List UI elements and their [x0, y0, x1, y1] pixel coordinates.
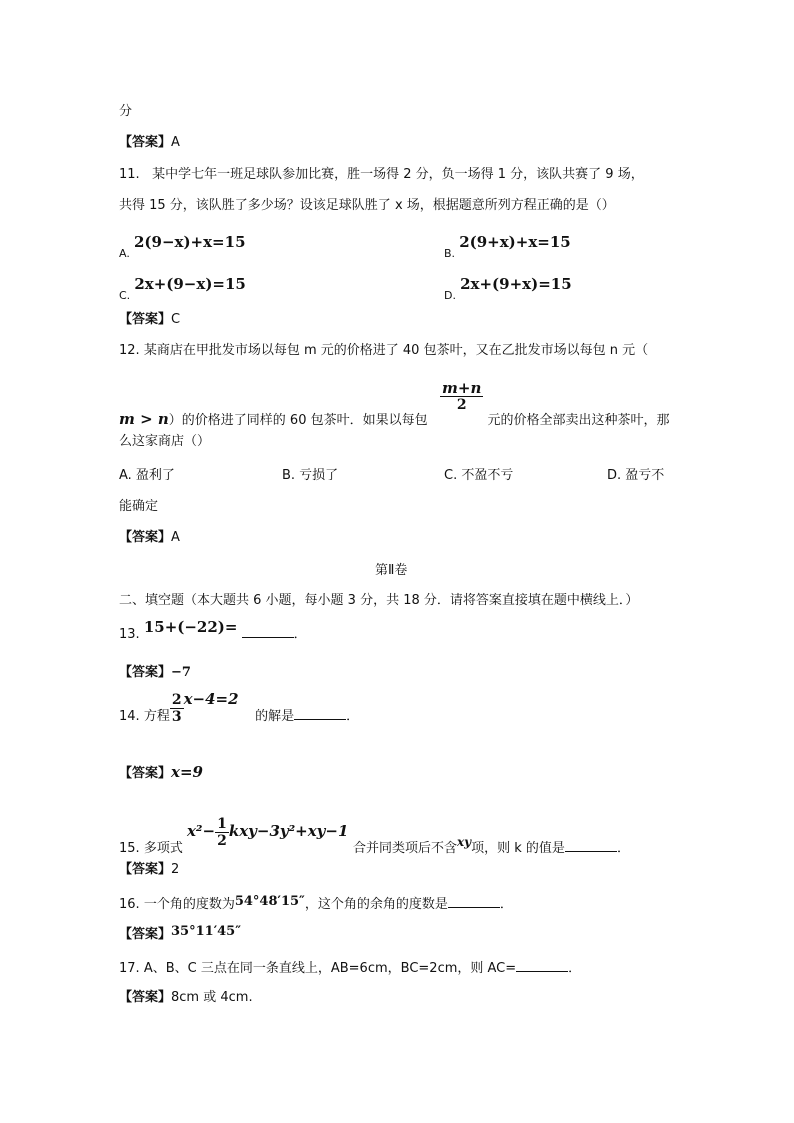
option-expr: 2(9−x)+x=15: [133, 233, 246, 251]
punctuation: ．: [346, 709, 360, 724]
q11-line1: [119, 167, 644, 183]
section-heading: 二、填空题（本大题共 6 小题，每小题 3 分，共 18 分．请将答案直接填在题中横线上．）: [119, 593, 639, 608]
fraction: [215, 816, 229, 849]
option-label: B.: [444, 247, 456, 260]
answer-q14: [119, 764, 203, 782]
denominator: 2: [217, 833, 227, 849]
question-text: 方程: [143, 709, 170, 724]
answer-value: x=9: [171, 763, 203, 781]
math-expr: x−4=2: [183, 690, 239, 708]
q12-option-d-wrap: 能确定: [119, 499, 159, 514]
option-expr: 2(9+x)+x=15: [459, 233, 571, 251]
answer-q16: [119, 924, 242, 943]
fraction: [170, 692, 184, 725]
answer-blank: [242, 625, 294, 638]
q12-option-c: C. 不盈不亏: [444, 468, 514, 483]
option-label: A.: [119, 247, 130, 260]
math-condition: m > n: [119, 410, 169, 428]
answer-q12: [119, 530, 180, 546]
question-text: 合并同类项后不含: [352, 841, 457, 856]
punctuation: ．: [499, 897, 513, 912]
question-text: ，这个角的余角的度数是: [304, 897, 448, 912]
question-number: 13.: [119, 627, 140, 642]
answer-value: −7: [171, 665, 191, 680]
punctuation: ．: [293, 627, 307, 642]
answer-q15: [119, 862, 179, 878]
q11-line2: 共得 15 分，该队胜了多少场？设该足球队胜了 x 场，根据题意所列方程正确的是（）: [119, 198, 615, 213]
answer-q10: [119, 135, 180, 151]
math-angle: 54°48′15″: [234, 894, 305, 909]
math-expr: 15+(−22)=: [143, 618, 238, 636]
question-text: 元的价格全部卖出这种茶叶，那: [487, 413, 670, 428]
q11-option-a: [119, 233, 246, 260]
answer-blank: [516, 959, 568, 972]
q13: [119, 618, 307, 643]
q11-option-c: [119, 275, 246, 302]
question-number: 14.: [119, 709, 140, 724]
q12-line1: [119, 343, 648, 359]
q12-line2: [119, 379, 670, 428]
question-number: 16.: [119, 897, 140, 912]
q15: [119, 816, 630, 865]
question-text: 一个角的度数为: [143, 897, 235, 912]
answer-label: 【答案】: [119, 862, 172, 877]
q12-option-d: D. 盈亏不: [607, 468, 665, 483]
answer-value: 8cm 或 4cm.: [171, 990, 253, 1005]
answer-label: 【答案】: [119, 530, 172, 545]
answer-label: 【答案】: [119, 927, 172, 942]
question-number: 17.: [119, 961, 140, 976]
answer-q17: [119, 990, 253, 1006]
section-title: 第Ⅱ卷: [375, 563, 408, 578]
answer-label: 【答案】: [119, 135, 172, 150]
answer-q11: [119, 312, 180, 328]
numerator: 1: [217, 816, 227, 832]
q17: [119, 959, 581, 977]
answer-label: 【答案】: [119, 766, 172, 781]
math-term: xy: [457, 835, 472, 849]
math-expr: [187, 816, 353, 849]
q16: [119, 895, 513, 913]
punctuation: ．: [568, 961, 582, 976]
denominator: 3: [171, 709, 182, 725]
question-text: 项，则 k 的值是: [471, 841, 565, 856]
prev-question-tail: 分: [119, 104, 133, 119]
option-label: D.: [444, 289, 456, 302]
question-text: 某商店在甲批发市场以每包 m 元的价格进了 40 包茶叶，又在乙批发市场以每包 n 元（: [143, 343, 649, 358]
numerator: m+n: [442, 379, 482, 397]
fraction: [440, 380, 483, 413]
q12-option-a: A. 盈利了: [119, 468, 175, 483]
answer-label: 【答案】: [119, 312, 172, 327]
question-text: 的解是: [255, 709, 295, 724]
numerator: 2: [171, 692, 182, 708]
answer-value: C: [171, 312, 181, 327]
answer-value: A: [171, 135, 180, 150]
math-part: x²−: [186, 822, 216, 840]
q11-option-b: [444, 233, 571, 260]
answer-label: 【答案】: [119, 665, 172, 680]
question-text: 多项式: [143, 841, 183, 856]
math-part: kxy−3y²+xy−1: [228, 822, 349, 840]
q12-option-b: B. 亏损了: [282, 468, 339, 483]
option-label: C.: [119, 289, 131, 302]
q12-line3: 么这家商店（）: [119, 434, 211, 449]
question-number: 11.: [119, 167, 140, 182]
option-expr: 2x+(9−x)=15: [134, 275, 246, 293]
denominator: 2: [456, 397, 467, 413]
q11-option-d: [444, 275, 572, 302]
answer-blank: [294, 707, 346, 720]
question-number: 12.: [119, 343, 140, 358]
answer-label: 【答案】: [119, 990, 172, 1005]
answer-value: 35°11′45″: [171, 924, 242, 939]
answer-blank: [448, 895, 500, 908]
answer-value: 2: [171, 862, 180, 877]
question-text: ）的价格进了同样的 60 包茶叶．如果以每包: [168, 413, 428, 428]
answer-value: A: [171, 530, 180, 545]
question-text: 某中学七年一班足球队参加比赛，胜一场得 2 分，负一场得 1 分，该队共赛了 9 场，: [152, 167, 644, 182]
answer-q13: [119, 665, 191, 681]
option-expr: 2x+(9+x)=15: [460, 275, 572, 293]
punctuation: ．: [616, 841, 630, 856]
q14: [119, 690, 360, 733]
answer-blank: [565, 839, 617, 852]
question-text: A、B、C 三点在同一条直线上，AB=6cm，BC=2cm，则 AC=: [143, 961, 517, 976]
question-number: 15.: [119, 841, 140, 856]
